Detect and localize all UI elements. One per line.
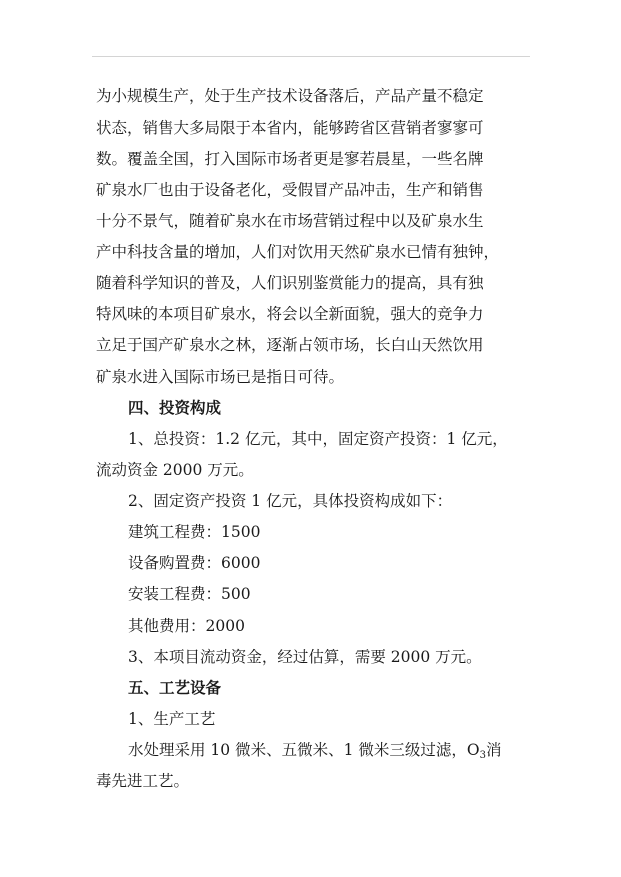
working-capital-estimate-line: 3、本项目流动资金，经过估算，需要 2000 万元。 bbox=[128, 648, 482, 666]
paragraph-line: 特风味的本项目矿泉水，将会以全新面貌，强大的竞争力 bbox=[96, 305, 484, 323]
paragraph-line: 数。覆盖全国，打入国际市场者更是寥若晨星，一些名牌 bbox=[96, 150, 484, 168]
paragraph-line: 产中科技含量的增加，人们对饮用天然矿泉水已情有独钟， bbox=[96, 243, 500, 261]
subsection-production-process: 1、生产工艺 bbox=[128, 710, 216, 728]
header-rule bbox=[92, 56, 530, 57]
paragraph-line: 立足于国产矿泉水之林，逐渐占领市场，长白山天然饮用 bbox=[96, 336, 484, 354]
paragraph-line: 矿泉水厂也由于设备老化，受假冒产品冲击，生产和销售 bbox=[96, 181, 484, 199]
process-line bbox=[128, 740, 501, 766]
total-investment-line: 1、总投资：1.2 亿元，其中，固定资产投资：1 亿元， bbox=[128, 430, 508, 448]
process-line: 毒先进工艺。 bbox=[96, 772, 190, 790]
section-heading-investment: 四、投资构成 bbox=[128, 398, 222, 417]
paragraph-line: 状态，销售大多局限于本省内，能够跨省区营销者寥寥可 bbox=[96, 119, 484, 137]
paragraph-line: 随着科学知识的普及，人们识别鉴赏能力的提高，具有独 bbox=[96, 274, 484, 292]
cost-item-equipment: 设备购置费：6000 bbox=[128, 554, 261, 572]
process-text-end: 消 bbox=[485, 741, 502, 759]
fixed-asset-line: 2、固定资产投资 1 亿元，具体投资构成如下： bbox=[128, 492, 453, 510]
paragraph-line: 矿泉水进入国际市场已是指日可待。 bbox=[96, 368, 345, 386]
paragraph-line: 十分不景气，随着矿泉水在市场营销过程中以及矿泉水生 bbox=[96, 212, 484, 230]
working-capital-line: 流动资金 2000 万元。 bbox=[96, 461, 254, 479]
paragraph-line: 为小规模生产，处于生产技术设备落后，产品产量不稳定 bbox=[96, 87, 484, 105]
cost-item-construction: 建筑工程费：1500 bbox=[128, 523, 261, 541]
section-heading-process: 五、工艺设备 bbox=[128, 678, 222, 697]
cost-item-other: 其他费用：2000 bbox=[128, 617, 245, 635]
cost-item-installation: 安装工程费：500 bbox=[128, 585, 251, 603]
process-text: 水处理采用 10 微米、五微米、1 微米三级过滤，O bbox=[128, 741, 480, 759]
ozone-subscript: 3 bbox=[479, 750, 486, 761]
